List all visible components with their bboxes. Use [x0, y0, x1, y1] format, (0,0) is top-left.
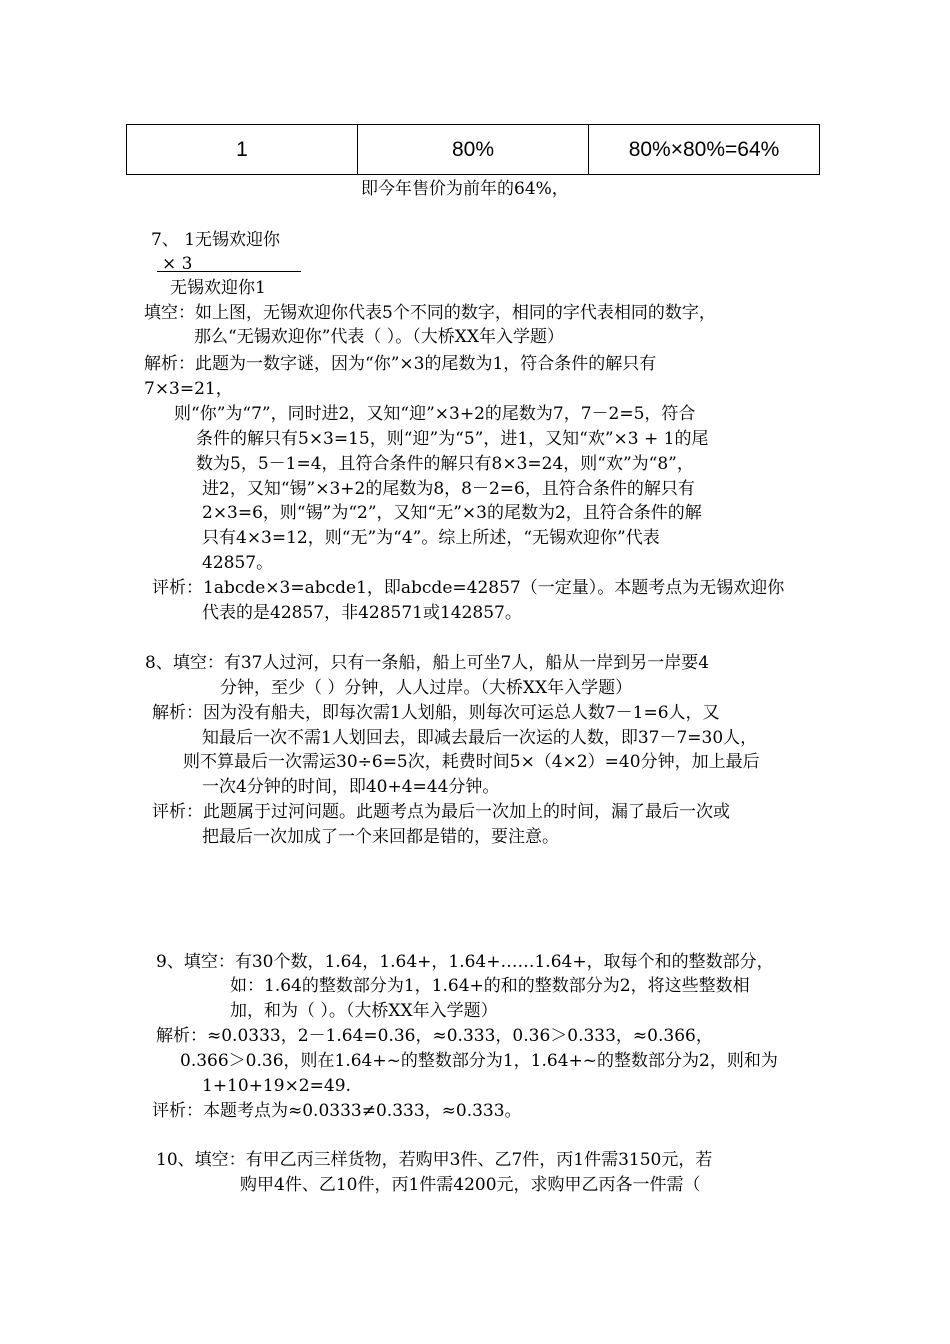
q7-analysis-line: 解析：此题为一数字谜，因为“你”×3的尾数为1，符合条件的解只有	[144, 354, 657, 374]
q9-review-line: 评析：本题考点为≈0.0333≠0.333，≈0.333。	[152, 1101, 522, 1121]
q8-fill-line: 分钟，至少（ ）分钟，人人过岸。（大桥XX年入学题）	[220, 678, 633, 698]
q9-analysis-line: 0.366＞0.36，则在1.64+~的整数部分为1，1.64+~的整数部分为2，则和为	[180, 1051, 778, 1071]
q8-analysis-line: 知最后一次不需1人划回去，即减去最后一次运的人数，即37－7=30人，	[202, 728, 758, 748]
table-cell: 80%	[358, 125, 589, 175]
q7-review-line: 评析：1abcde×3=abcde1，即abcde=42857（一定量）。本题考点为无锡欢迎你	[152, 578, 785, 598]
q7-fill-line: 那么“无锡欢迎你”代表（ ）。（大桥XX年入学题）	[194, 327, 564, 347]
q7-analysis-line: 进2，又知“锡”×3+2的尾数为8，8－2=6，且符合条件的解只有	[202, 479, 695, 499]
q9-fill-line: 加，和为（ ）。（大桥XX年入学题）	[230, 1001, 498, 1021]
q8-analysis-line: 解析：因为没有船夫，即每次需1人划船，则每次可运总人数7－1=6人，又	[152, 703, 720, 723]
q7-analysis-line: 则“你”为“7”，同时进2，又知“迎”×3+2的尾数为7，7－2=5，符合	[174, 404, 696, 424]
q7-analysis-line: 42857。	[202, 553, 274, 573]
q9-analysis-line: 解析：≈0.0333，2－1.64=0.36，≈0.333，0.36＞0.333，≈0.366，	[156, 1026, 713, 1046]
q7-analysis-line: 只有4×3=12，则“无”为“4”。综上所述，“无锡欢迎你”代表	[202, 528, 660, 548]
q7-analysis-line: 条件的解只有5×3=15，则“迎”为“5”，进1，又知“欢”×3 + 1的尾	[196, 429, 709, 449]
q7-equation-top: 7、 1无锡欢迎你	[151, 230, 281, 250]
table-cell: 80%×80%=64%	[589, 125, 820, 175]
q10-fill-line: 购甲4件、乙10件，丙1件需4200元，求购甲乙丙各一件需（	[240, 1175, 701, 1195]
table-cell: 1	[127, 125, 358, 175]
q9-analysis-line: 1+10+19×2=49.	[202, 1076, 351, 1096]
q7-fill-line: 填空：如上图，无锡欢迎你代表5个不同的数字，相同的字代表相同的数字，	[144, 303, 716, 323]
q9-fill-line: 如：1.64的整数部分为1，1.64+的和的整数部分为2，将这些整数相	[230, 976, 750, 996]
q8-fill-line: 8、填空：有37人过河，只有一条船，船上可坐7人，船从一岸到另一岸要4	[145, 653, 710, 673]
q7-analysis-line: 数为5，5－1=4，且符合条件的解只有8×3=24，则“欢”为“8”，	[196, 454, 694, 474]
table-note: 即今年售价为前年的64%，	[361, 179, 569, 199]
q7-equation-mul: × 3	[162, 254, 193, 274]
result-table	[126, 124, 820, 175]
q7-equation-underline	[157, 271, 301, 272]
q7-analysis-line: 2×3=6，则“锡”为“2”，又知“无”×3的尾数为2，且符合条件的解	[202, 503, 702, 523]
q8-analysis-line: 一次4分钟的时间，即40+4=44分钟。	[202, 777, 500, 797]
table-row	[127, 125, 820, 175]
q8-review-line: 把最后一次加成了一个来回都是错的，要注意。	[202, 827, 559, 847]
q9-fill-line: 9、填空：有30个数，1.64，1.64+，1.64+……1.64+，取每个和的整数部分，	[156, 952, 774, 972]
q7-review-line: 代表的是42857，非428571或142857。	[202, 603, 522, 623]
q8-analysis-line: 则不算最后一次需运30÷6=5次，耗费时间5×（4×2）=40分钟，加上最后	[183, 752, 760, 772]
q10-fill-line: 10、填空：有甲乙丙三样货物，若购甲3件、乙7件，丙1件需3150元，若	[156, 1150, 713, 1170]
q8-review-line: 评析：此题属于过河问题。此题考点为最后一次加上的时间，漏了最后一次或	[152, 802, 730, 822]
q7-analysis-line: 7×3=21，	[144, 379, 233, 399]
q7-equation-result: 无锡欢迎你1	[170, 278, 266, 298]
